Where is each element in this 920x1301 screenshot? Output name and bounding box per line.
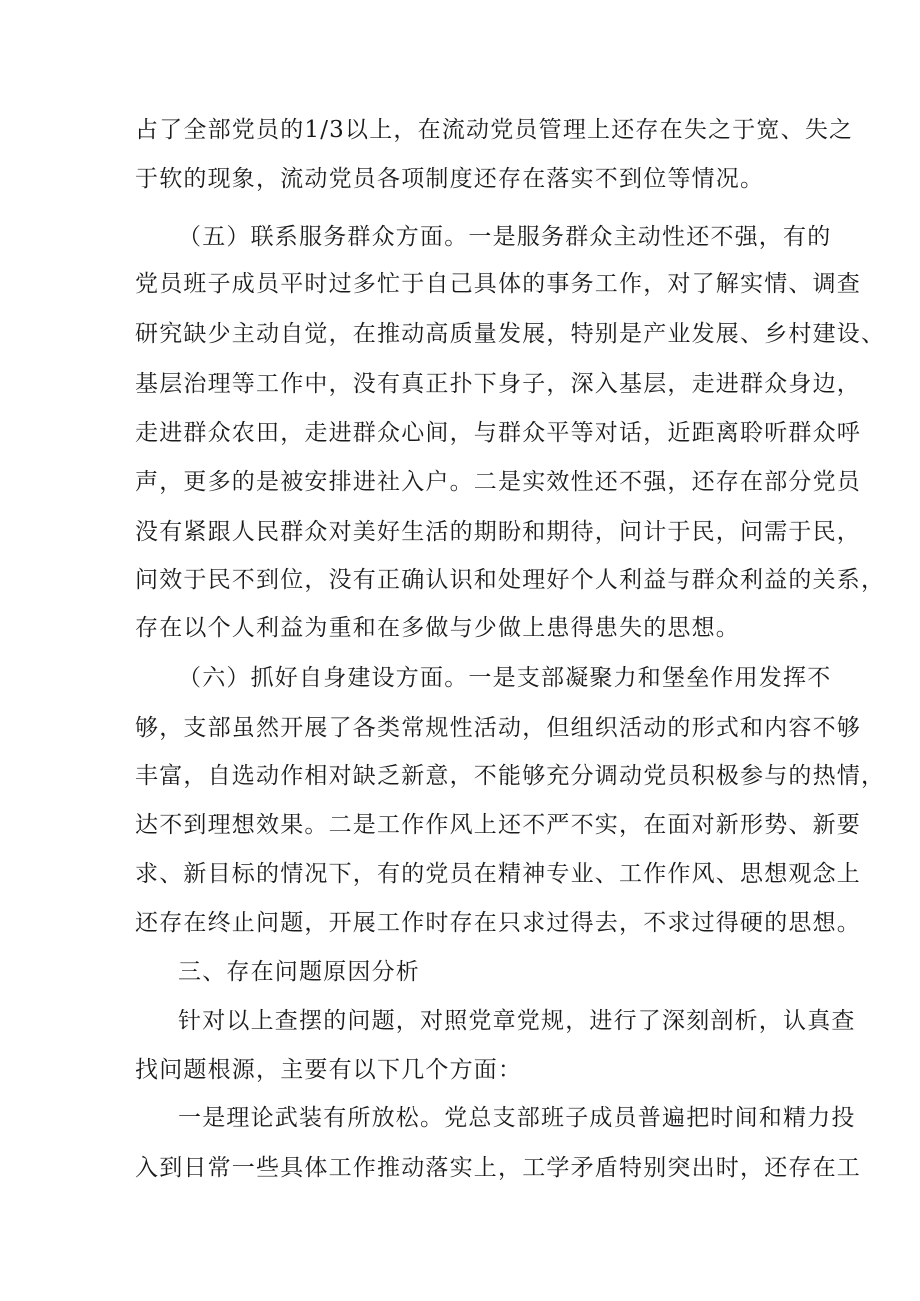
text-line: 党员班子成员平时过多忙于自己具体的事务工作，对了解实情、调查 (135, 271, 861, 297)
section-heading: 三、存在问题原因分析 (178, 959, 420, 985)
text-line: 声，更多的是被安排进社入户。二是实效性还不强，还存在部分党员 (135, 469, 861, 495)
text-line: 基层治理等工作中，没有真正扑下身子，深入基层，走进群众身边， (135, 371, 861, 397)
text-line: 研究缺少主动自觉，在推动高质量发展，特别是产业发展、乡村建设、 (135, 321, 886, 347)
text-line: 够，支部虽然开展了各类常规性活动，但组织活动的形式和内容不够 (135, 715, 861, 741)
text-line: 于软的现象，流动党员各项制度还存在落实不到位等情况。 (135, 166, 765, 192)
text-line: 问效于民不到位，没有正确认识和处理好个人利益与群众利益的关系， (135, 567, 886, 593)
text-line: 求、新目标的情况下，有的党员在精神专业、工作作风、思想观念上 (135, 861, 861, 887)
text-line: 找问题根源，主要有以下几个方面： (135, 1057, 523, 1083)
text-line: 达不到理想效果。二是工作作风上还不严不实，在面对新形势、新要 (135, 812, 861, 838)
text-line: 入到日常一些具体工作推动落实上，工学矛盾特别突出时，还存在工 (135, 1155, 861, 1181)
text-line: 存在以个人利益为重和在多做与少做上患得患失的思想。 (135, 615, 740, 641)
text-line: 针对以上查摆的问题，对照党章党规，进行了深刻剖析，认真查 (178, 1008, 856, 1034)
text-line: 一是理论武装有所放松。党总支部班子成员普遍把时间和精力投 (178, 1105, 856, 1131)
text-line: 没有紧跟人民群众对美好生活的期盼和期待，问计于民，问需于民， (135, 519, 861, 545)
text-line: （五）联系服务群众方面。一是服务群众主动性还不强，有的 (178, 224, 832, 250)
text-line: 丰富，自选动作相对缺乏新意，不能够充分调动党员积极参与的热情， (135, 763, 886, 789)
text-line: 走进群众农田，走进群众心间，与群众平等对话，近距离聆听群众呼 (135, 420, 861, 446)
text-line: 还存在终止问题，开展工作时存在只求过得去，不求过得硬的思想。 (135, 910, 861, 936)
text-line: （六）抓好自身建设方面。一是支部凝聚力和堡垒作用发挥不 (178, 665, 832, 691)
text-line: 占了全部党员的1/3以上，在流动党员管理上还存在失之于宽、失之 (135, 117, 854, 143)
